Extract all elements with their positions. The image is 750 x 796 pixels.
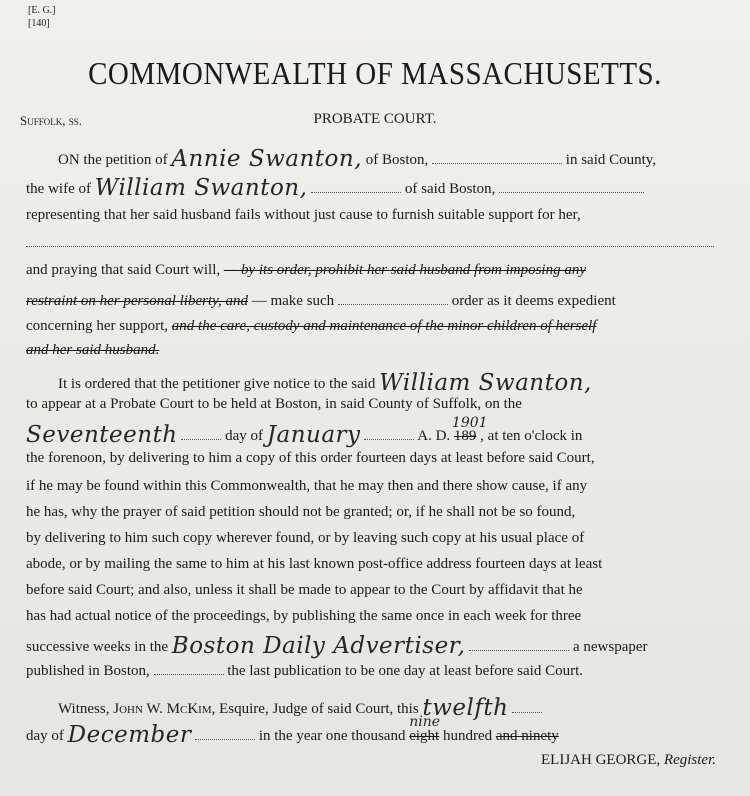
register-signature — [480, 752, 716, 769]
county-label: Suffolk, ss. — [20, 113, 82, 128]
order-line-7: by delivering to him such copy wherever found, or by leaving such copy at his usual place of — [26, 530, 585, 546]
petition-line-5: and praying that said Court will, — by its order, prohibit her said husband from imposing any — [26, 262, 586, 278]
hearing-day: Seventeenth — [26, 422, 178, 448]
husband-name: William Swanton, — [94, 175, 308, 201]
order-line-2: to appear at a Probate Court to be held at Boston, in said County of Suffolk, on the — [26, 396, 522, 412]
struck-text: restraint on her personal liberty, and — [26, 293, 248, 309]
order-line-6: he has, why the prayer of said petition should not be granted; or, if he shall not be so found, — [26, 504, 576, 520]
petition-line-6: restraint on her personal liberty, and — make such order as it deems expedient — [26, 293, 616, 309]
order-line-12: published in Boston, the last publication to be one day at least before said Court. — [26, 663, 583, 679]
struck-year-word: eight — [409, 728, 440, 744]
respondent-name: William Swanton, — [379, 370, 592, 396]
petitioner-name: Annie Swanton, — [171, 146, 363, 172]
struck-year: 189 — [453, 428, 477, 444]
order-line-5: if he may be found within this Commonwealth, that he may then and there show cause, if any — [26, 478, 588, 494]
document-title: COMMONWEALTH OF MASSACHUSETTS. — [88, 56, 662, 92]
struck-text: and her said husband. — [26, 342, 160, 358]
form-number: [140] — [28, 18, 50, 29]
witness-line-1: Witness, John W. McKim, Esquire, Judge of said Court, this twelfth — [58, 695, 718, 721]
struck-year-word-2: and ninety — [495, 728, 559, 744]
petition-line-4 — [26, 233, 716, 252]
hearing-month: January — [266, 422, 361, 448]
order-line-1: It is ordered that the petitioner give notice to the said William Swanton, — [58, 370, 592, 396]
order-line-3: Seventeenth day of January A. D. 189 1901 , at ten o'clock in — [26, 415, 583, 448]
register-name: ELIJAH GEORGE, — [541, 752, 661, 768]
form-code-block — [28, 4, 56, 30]
order-line-8: abode, or by mailing the same to him at his last known post-office address fourteen days at least — [26, 556, 603, 572]
court-label: PROBATE COURT. — [313, 111, 437, 127]
petition-line-3: representing that her said husband fails without just cause to furnish suitable support for her, — [26, 207, 581, 223]
hearing-year: 1901 — [451, 415, 488, 431]
witness-year-word: nine — [409, 714, 441, 730]
petition-line-2: the wife of William Swanton, of said Boston, — [26, 175, 716, 201]
order-line-9: before said Court; and also, unless it shall be made to appear to the Court by affidavit that he — [26, 582, 583, 598]
struck-text: and the care, custody and maintenance of the minor children of herself — [171, 318, 597, 334]
judge-name: John W. McKim, — [113, 701, 216, 717]
form-code: [E. G.] — [28, 5, 56, 16]
register-title: Register. — [663, 752, 716, 768]
petition-line-7: concerning her support, and the care, custody and maintenance of the minor children of herself — [26, 318, 597, 334]
order-line-4: the forenoon, by delivering to him a copy of this order fourteen days at least before said Court, — [26, 450, 595, 466]
struck-text: — by its order, prohibit her said husband from imposing any — [223, 262, 586, 278]
petition-line-1: ON the petition of Annie Swanton, of Boston, in said County, — [58, 146, 657, 172]
witness-day: twelfth — [422, 695, 509, 721]
order-line-10: has had actual notice of the proceedings, by publishing the same once in each week for three — [26, 608, 582, 624]
petition-line-8 — [26, 342, 716, 359]
witness-month: December — [67, 722, 192, 748]
witness-line-2: day of December in the year one thousand eight nine hundred and ninety — [26, 714, 559, 748]
newspaper-name: Boston Daily Advertiser, — [171, 633, 466, 659]
order-line-11: successive weeks in the Boston Daily Advertiser, a newspaper — [26, 633, 648, 659]
